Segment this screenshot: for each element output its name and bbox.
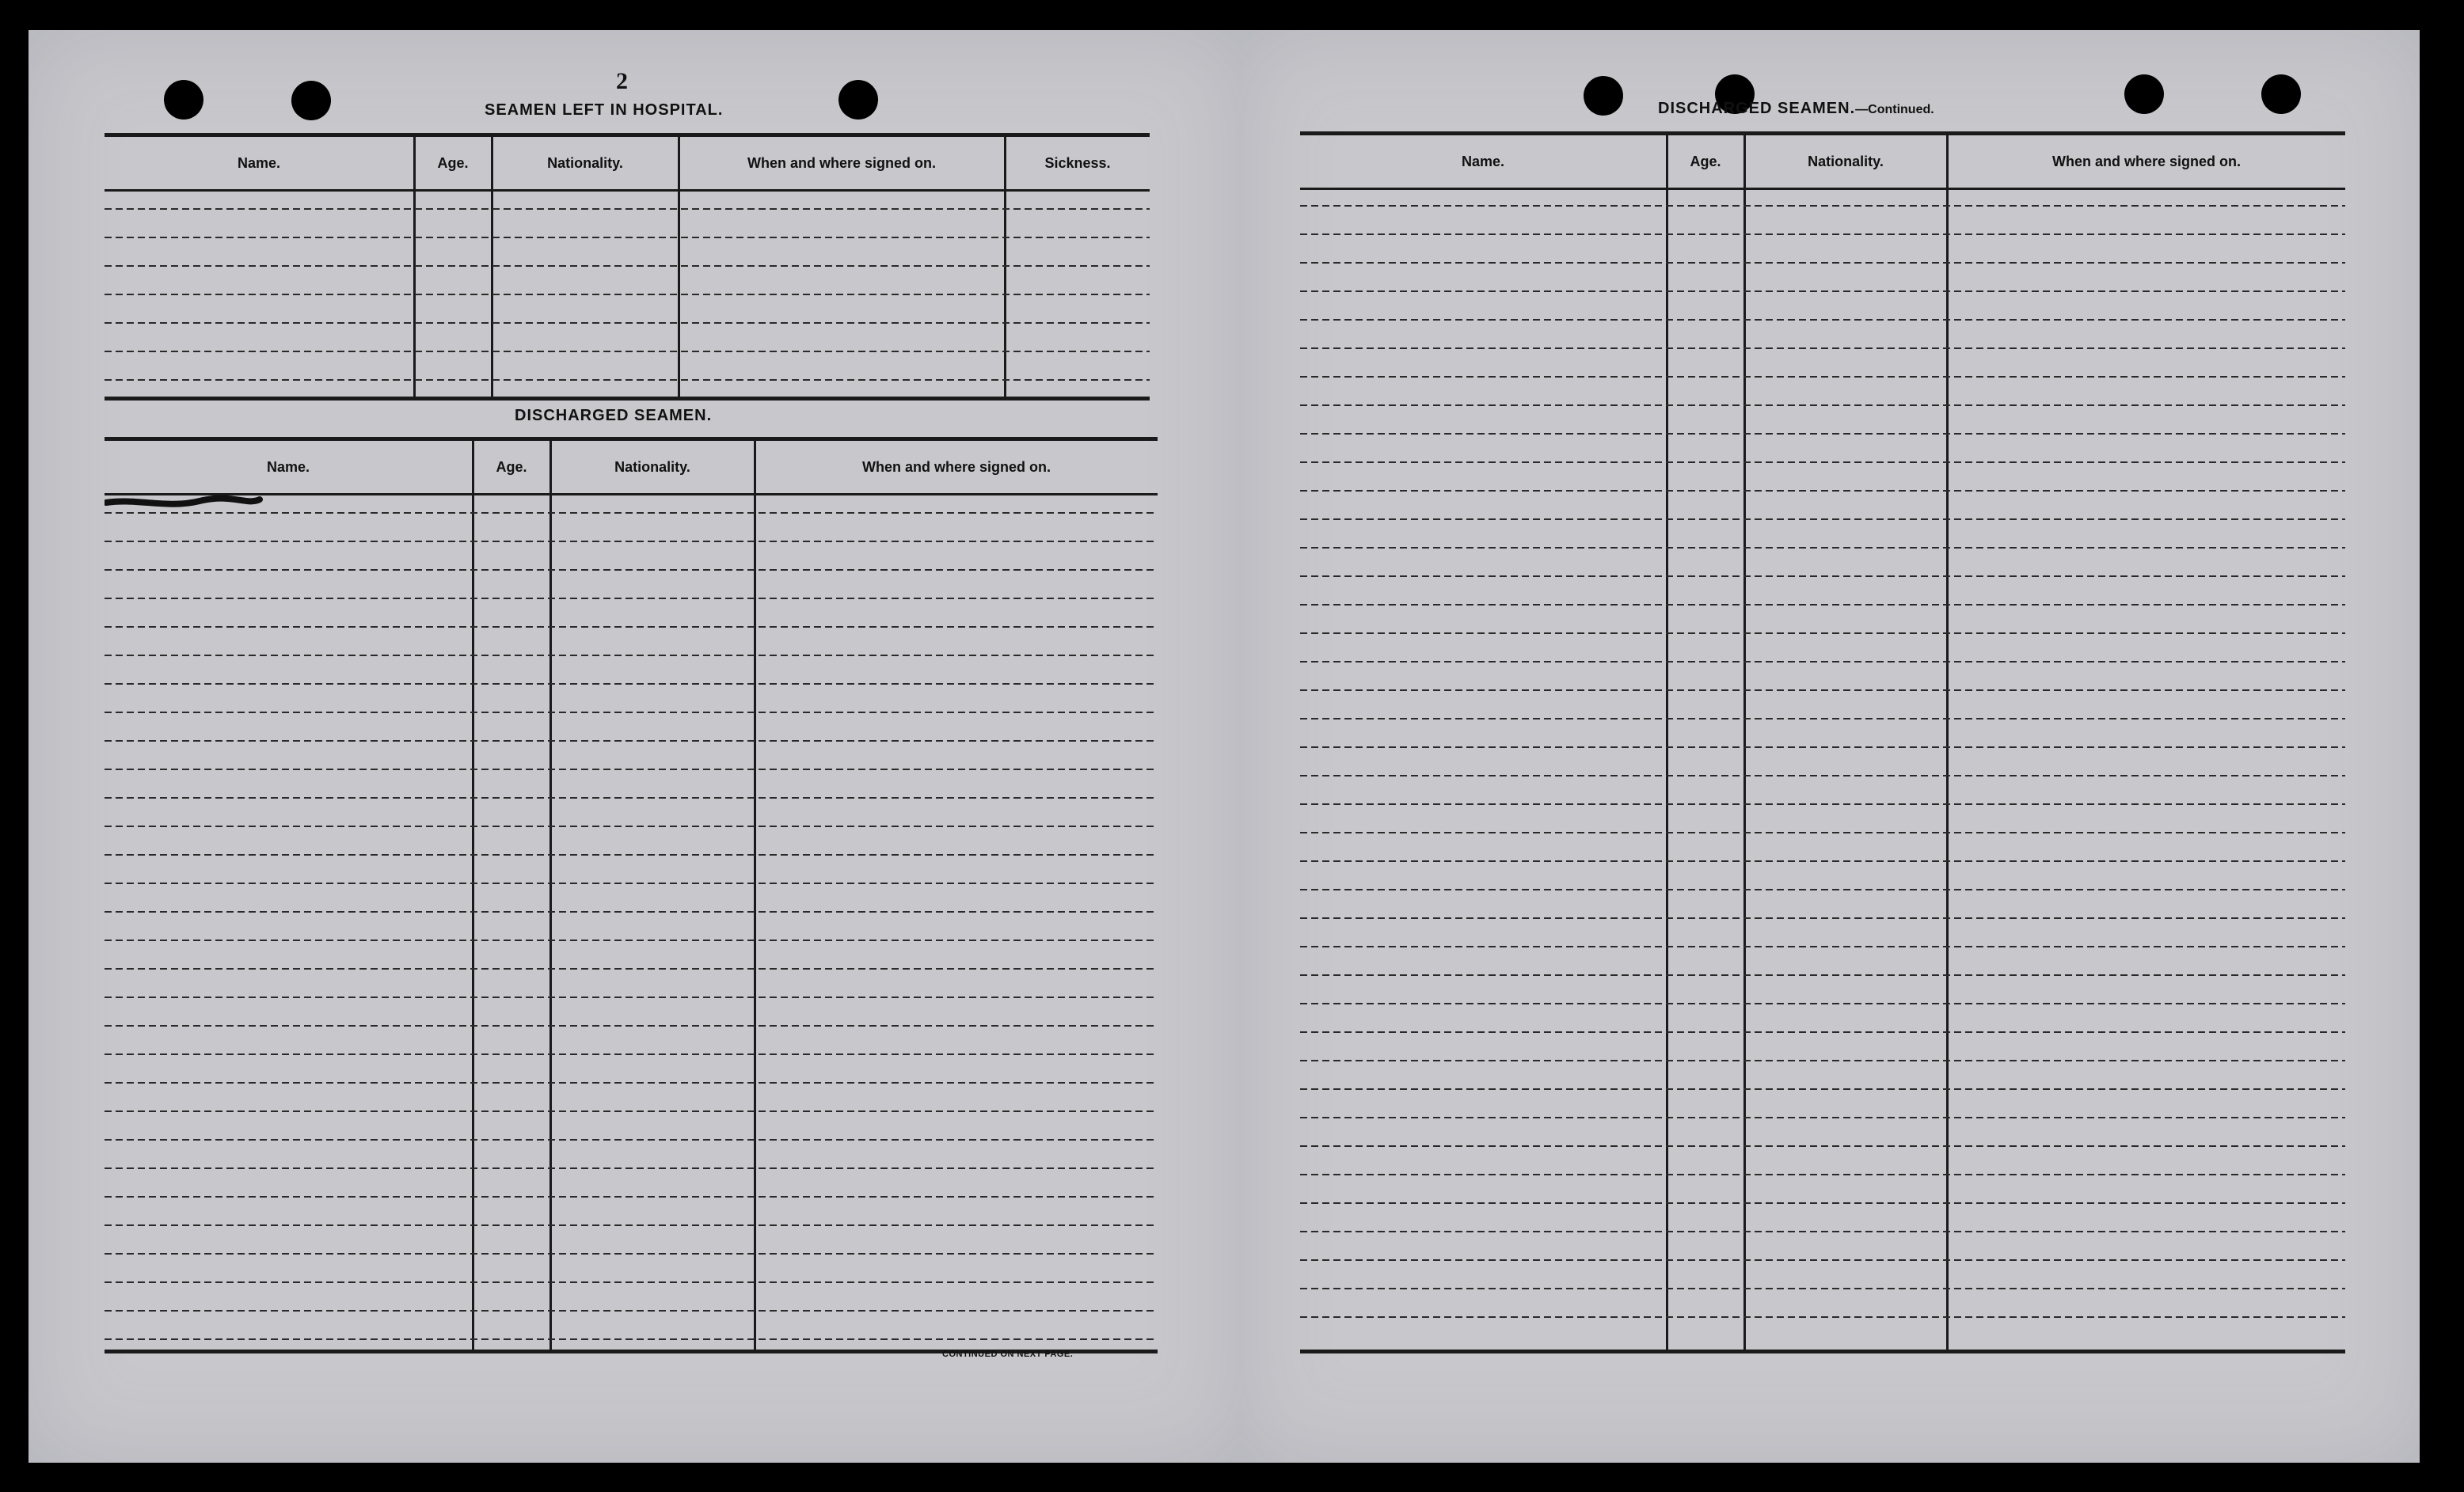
discharged-table-rows bbox=[105, 495, 1158, 1350]
discharged-continued-title-text: DISCHARGED SEAMEN. bbox=[1658, 100, 1856, 117]
column-header-signed-on: When and where signed on. bbox=[747, 154, 937, 171]
column-header-nationality: Nationality. bbox=[614, 458, 690, 475]
column-header-name: Name. bbox=[1461, 153, 1505, 169]
column-header-nationality: Nationality. bbox=[1808, 153, 1884, 169]
column-header-name: Name. bbox=[266, 458, 310, 475]
discharged-section-title: DISCHARGED SEAMEN. bbox=[515, 407, 713, 424]
discharged-continued-rows bbox=[1300, 190, 2345, 1350]
punch-hole bbox=[838, 80, 878, 120]
column-header-name: Name. bbox=[237, 154, 281, 171]
punch-hole bbox=[164, 80, 203, 120]
page-number: 2 bbox=[616, 68, 628, 94]
column-header-age: Age. bbox=[496, 458, 527, 475]
discharged-continued-header bbox=[1300, 135, 2345, 190]
column-header-sickness: Sickness. bbox=[1044, 154, 1111, 171]
column-header-signed-on: When and where signed on. bbox=[2051, 153, 2242, 169]
column-header-age: Age. bbox=[1690, 153, 1721, 169]
column-header-nationality: Nationality. bbox=[547, 154, 623, 171]
punch-hole bbox=[2261, 74, 2301, 114]
ink-scribble bbox=[105, 492, 263, 515]
punch-hole bbox=[291, 81, 331, 120]
hospital-table-rows bbox=[105, 192, 1150, 397]
discharged-continued-title bbox=[1658, 100, 1934, 118]
discharged-continued-table bbox=[1300, 131, 2345, 1353]
continued-note: CONTINUED ON NEXT PAGE. bbox=[942, 1350, 1074, 1359]
hospital-table bbox=[105, 133, 1150, 401]
hospital-table-header bbox=[105, 137, 1150, 192]
discharged-table-header bbox=[105, 441, 1158, 495]
discharged-table bbox=[105, 437, 1158, 1353]
punch-hole bbox=[1584, 76, 1623, 116]
column-header-age: Age. bbox=[437, 154, 469, 171]
punch-hole bbox=[2124, 74, 2164, 114]
column-header-signed-on: When and where signed on. bbox=[861, 458, 1051, 475]
continued-suffix: —Continued. bbox=[1855, 103, 1934, 116]
hospital-section-title: SEAMEN LEFT IN HOSPITAL. bbox=[485, 101, 724, 119]
